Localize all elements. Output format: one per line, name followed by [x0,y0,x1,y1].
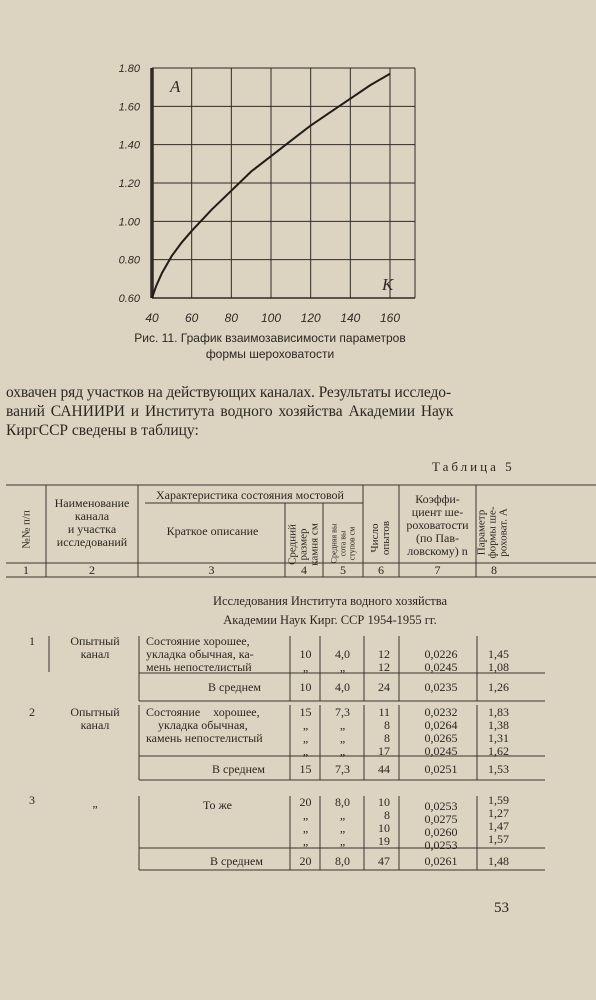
group-3-name-line-1: „ [92,796,98,810]
group-3-avg-label: В среднем [210,854,263,868]
group-2-A-2: 1,38 [488,718,509,732]
group-2-name-line-2: канал [80,718,110,732]
group-1-name [56,635,134,661]
group-3-parameter [477,794,509,846]
group-1-A-2: 1,08 [488,660,509,674]
group-2-A-4: 1,62 [488,744,509,758]
group-1-desc-line-2: укладка обычная, ка- [146,647,254,661]
group-2-desc-line-1: Состояние хорошее, [146,705,260,719]
caption-line-2: формы шероховатости [205,347,335,361]
header-name-line-3: и участка [67,522,117,536]
group-3-size-4: „ [302,834,309,848]
group-3-A-4: 1,57 [488,832,509,846]
x-tick-160: 160 [379,311,401,325]
group-2-count-2: 8 [384,718,390,732]
group-2-n-1: 0,0232 [424,705,458,719]
group-2-size-3: „ [302,731,309,745]
col-number-8: 8 [491,563,497,577]
y-tick-0.80: 0.80 [118,254,140,267]
x-axis-label: К [382,275,394,294]
group-2-avg-coefficient: 0,0251 [424,762,458,776]
paragraph-line-1: охвачен ряд участков на действующих каналах. Результаты исследо- [6,384,452,401]
header-description: Краткое описание [166,524,259,538]
group-1-description [146,635,254,674]
group-3-n-3: 0,0260 [424,825,458,839]
group-1-size-1: 10 [299,647,312,661]
section-title [60,592,596,630]
group-3-count [364,796,390,848]
group-1-count-2: 12 [378,660,390,674]
group-2-avg-height: 7,3 [335,762,350,776]
col-number-5: 5 [340,563,346,577]
header-number: №№ п/п [20,510,33,549]
group-2-count-4: 17 [378,744,390,758]
group-2-A-3: 1,31 [488,731,509,745]
group-1-height-2: „ [339,660,346,674]
header-coef-line-4: (по Пав- [415,531,460,545]
header-coef-line-1: Коэффи- [415,492,460,506]
col-number-6: 6 [378,563,384,577]
col-number-7: 7 [434,563,441,577]
group-3-description [145,799,290,812]
y-tick-1.40: 1.40 [118,139,140,152]
group-1-name-line-1: Опытный [70,634,120,648]
group-1-desc-line-3: мень непостелистый [146,660,252,674]
group-2-number: 2 [29,705,35,719]
header-stone-size-line-3: камня см [308,523,321,566]
group-2-size-2: „ [302,718,309,732]
group-1-count-1: 12 [378,647,390,661]
group-2-n-4: 0,0245 [424,744,458,758]
group-3-number: 3 [29,793,35,807]
group-2-A-1: 1,83 [488,705,509,719]
group-2-height-3: „ [339,731,346,745]
group-3-size-3: „ [302,821,309,835]
group-3-height-4: „ [339,834,346,848]
group-2-size-4: „ [302,744,309,758]
group-2-desc-line-3: камень непостелистый [146,731,263,745]
group-1-avg-parameter: 1,26 [488,680,509,694]
group-1-height [321,648,364,674]
group-1-avg-count: 24 [378,680,390,694]
header-stone-size-line-2: размер [297,528,310,561]
group-2-n-2: 0,0264 [424,718,458,732]
group-2-height-2: „ [339,718,346,732]
group-3-avg-parameter: 1,48 [488,854,509,868]
header-characteristic: Характеристика состояния мостовой [156,488,344,502]
x-tick-40: 40 [145,311,159,325]
group-3-A-1: 1,59 [488,793,509,807]
group-3-name [56,797,134,810]
header-name-line-1: Наименование [54,496,130,510]
group-2-avg-count: 44 [378,762,390,776]
group-2-size [291,706,320,758]
group-3-size [291,796,320,848]
group-1-n-1: 0,0226 [424,647,458,661]
group-1-size [291,648,320,674]
group-3-count-4: 19 [378,834,390,848]
header-height-line-2: сота вы [338,530,348,557]
x-tick-140: 140 [340,311,361,325]
group-2-desc-line-2: укладка обычная, [158,718,248,732]
group-3-count-3: 10 [378,821,390,835]
group-1-number: 1 [29,634,35,648]
group-3-count-2: 8 [384,808,390,822]
header-name [46,497,138,549]
y-tick-1.20: 1.20 [118,178,140,190]
header-param-line-2: формы ше- [486,506,499,559]
group-3-height-3: „ [339,821,346,835]
group-2-count-3: 8 [384,731,390,745]
group-2-coefficient [408,706,474,758]
y-tick-1.60: 1.60 [118,101,140,114]
group-1-name-line-2: канал [80,647,110,661]
group-3-n-2: 0,0275 [424,812,458,826]
y-tick-1.80: 1.80 [118,63,140,75]
group-3-A-3: 1,47 [488,819,509,833]
x-tick-80: 80 [224,311,239,325]
group-1-avg-size: 10 [299,680,312,694]
x-tick-60: 60 [184,311,199,325]
col-number-2: 2 [89,563,95,577]
caption-line-1: Рис. 11. График взаимозависимости параметров [134,331,406,345]
y-axis-label: А [170,77,181,96]
group-2-n-3: 0,0265 [424,731,458,745]
header-stone-size-line-1: Средний [286,524,299,565]
x-tick-100: 100 [260,311,282,325]
group-2-parameter [477,706,509,758]
header-param-line-1: Параметр [475,509,488,556]
group-3-n-4: 0,0253 [424,838,458,852]
paragraph-line-2: ваний САНИИРИ и Института водного хозяйства Академии Наук [6,403,454,420]
header-name-line-4: исследований [56,535,128,549]
section-title-line-2: Академии Наук Кирг. ССР 1954-1955 гг. [223,613,437,627]
group-3-height [321,796,364,848]
group-2-count-1: 11 [378,705,390,719]
header-param-line-3: роховат. А [497,508,510,557]
group-3-A-2: 1,27 [488,806,509,820]
header-coef-line-2: циент ше- [411,505,464,519]
group-1-n-2: 0,0245 [424,660,458,674]
y-tick-0.60: 0.60 [118,293,140,305]
page-number: 53 [494,900,509,916]
group-3-avg-height: 8,0 [335,854,350,868]
header-parameter [477,494,510,572]
group-1-A-1: 1,45 [488,647,509,661]
header-name-line-2: канала [74,509,110,523]
group-1-avg-coefficient: 0,0235 [424,680,458,694]
col-number-3: 3 [208,563,215,577]
group-3-height-2: „ [339,808,346,822]
group-2-avg-label: В среднем [212,762,265,776]
section-title-line-1: Исследования Института водного хозяйства [212,594,448,608]
table-label: Таблица 5 [432,459,515,474]
group-2-height-4: „ [339,744,346,758]
header-coefficient [399,493,476,558]
paragraph-line-3: КиргССР сведены в таблицу: [6,422,199,439]
group-2-name [56,706,134,732]
group-2-description [146,706,263,745]
header-coef-line-3: роховатости [406,518,469,532]
group-2-name-line-1: Опытный [70,705,120,719]
group-2-size-1: 15 [299,705,312,719]
group-1-count [364,648,390,674]
group-2-height [321,706,364,758]
col-number-4: 4 [301,563,307,577]
group-1-desc-line-1: Состояние хорошее, [146,634,250,648]
group-2-avg-size: 15 [299,762,312,776]
group-1-avg-label: В среднем [208,680,261,694]
x-tick-120: 120 [300,311,321,325]
group-1-avg-height: 4,0 [335,680,350,694]
header-experiments-line-2: опытов [380,520,392,556]
header-coef-line-5: ловскому) n [407,544,468,558]
header-height-line-1: Средняя вы [329,523,339,564]
group-1-size-2: „ [302,660,309,674]
header-height-line-3: ступов см [347,526,357,561]
header-experiments-line-1: Число [369,523,381,553]
header-experiments [370,511,392,565]
group-3-count-1: 10 [378,795,390,809]
group-3-avg-coefficient: 0,0261 [424,854,458,868]
group-1-coefficient [408,648,474,674]
y-tick-1.00: 1.00 [118,216,140,229]
group-3-n-1: 0,0253 [424,799,458,813]
group-1-parameter [477,648,509,674]
group-3-height-1: 8,0 [335,795,350,809]
group-3-coefficient [408,800,474,852]
group-3-desc-line-1: То же [203,798,232,812]
group-1-height-1: 4,0 [335,647,350,661]
group-3-avg-count: 47 [378,854,390,868]
group-3-size-2: „ [302,808,309,822]
group-2-height-1: 7,3 [335,705,350,719]
group-2-count [364,706,390,758]
group-3-size-1: 20 [299,795,312,809]
col-number-1: 1 [23,563,29,577]
group-2-avg-parameter: 1,53 [488,762,509,776]
group-3-avg-size: 20 [299,854,312,868]
